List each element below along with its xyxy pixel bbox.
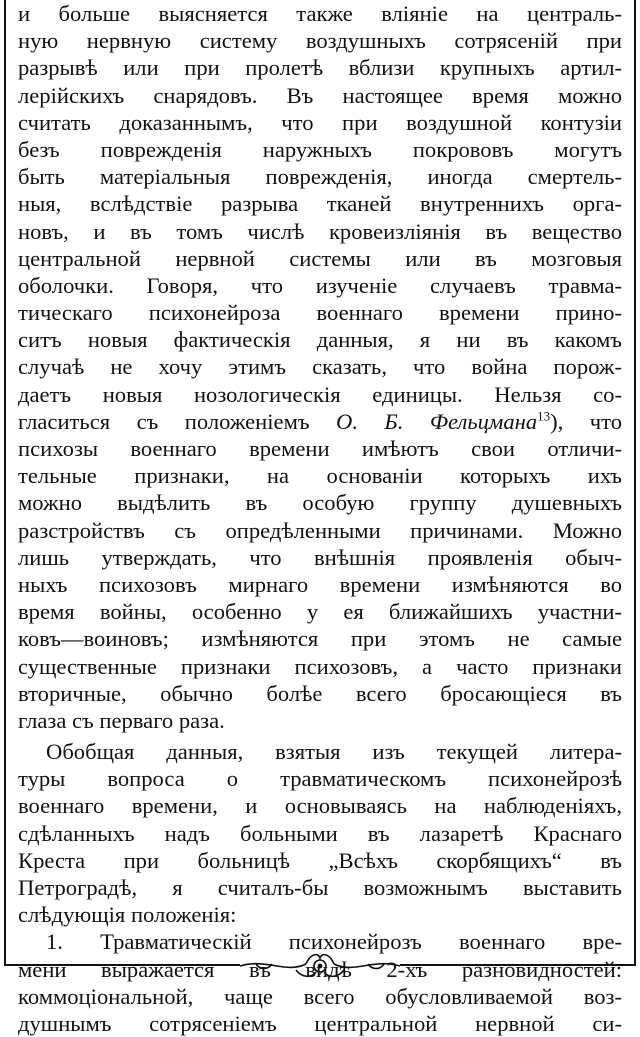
footnote-ref: 13 [537, 408, 551, 424]
text-line: безъ поврежденія наружныхъ покрововъ могутъ [18, 136, 622, 162]
text-line: можно выдѣлить въ особую группу душевныхъ [18, 490, 622, 516]
text-line: время войны, особенно у ея ближайшихъ участни- [18, 599, 622, 625]
text-line: тическаго психонейроза военнаго времени прино- [18, 300, 622, 326]
page-border-left [4, 0, 6, 966]
cited-author: О. Б. Фельцмана [336, 408, 538, 434]
text-line: слѣдующія положенія: [18, 902, 237, 928]
citation-tail: ), что [550, 408, 622, 434]
text-line: душнымъ сотрясеніемъ центральной нервной си- [18, 1010, 622, 1036]
text-line: оболочки. Говоря, что изученіе случаевъ травма- [18, 272, 622, 298]
text-line: Петроградѣ, я считалъ-бы возможнымъ выставить [18, 875, 622, 900]
text-line: коммоціональной, чаще всего обусловливаемой воз- [18, 983, 622, 1009]
text-line: лишь утверждать, что внѣшнія проявленія обыч- [18, 544, 622, 570]
text-line: даетъ новыя нозологическія единицы. Нельзя со- [18, 381, 622, 407]
text-line: новъ, и въ томъ числѣ кровеизліянія въ вещество [18, 218, 622, 244]
citation-lead: гласиться съ положеніемъ [18, 408, 337, 434]
text-line: центральной нервной системы или въ мозговыя [18, 245, 622, 271]
text-line: вторичные, обычно болѣе всего бросающіеся въ [18, 680, 622, 706]
text-line: ситъ новыя фактическія данныя, я ни въ какомъ [18, 327, 622, 353]
page-border-right [634, 0, 636, 966]
text-line: существенные признаки психозовъ, а часто признаки [18, 653, 622, 679]
text-line: считать доказаннымъ, что при воздушной контузіи [18, 109, 622, 135]
text-line: Креста при больницѣ „Всѣхъ скорбящихъ“ въ [18, 847, 622, 873]
text-line: 1. Травматическій психонейрозъ военнаго вре- [46, 929, 622, 955]
text-line-citation [18, 408, 622, 435]
text-line: случаѣ не хочу этимъ сказать, что война порож- [18, 354, 622, 380]
text-line: разрывѣ или при пролетѣ вблизи крупныхъ артил- [18, 55, 622, 81]
text-line: мени выражается въ видѣ 2-хъ разновидностей: [18, 956, 622, 982]
text-line: лерійскихъ снарядовъ. Въ настоящее время можно [18, 82, 622, 108]
text-line: Обобщая данныя, взятыя изъ текущей литера- [46, 739, 622, 765]
text-line: военнаго времени, и основываясь на наблюденіяхъ, [18, 793, 622, 819]
text-line: и больше выясняется также вліяніе на централь- [18, 1, 622, 26]
text-line: психозы военнаго времени имѣютъ свои отличи- [18, 436, 622, 461]
text-line: туры вопроса о травматическомъ психонейрозѣ [18, 766, 622, 792]
text-line: разстройствъ съ опредѣленными причинами. Можно [18, 517, 622, 543]
text-line: тельные признаки, на основаніи которыхъ ихъ [18, 463, 622, 489]
text-line: сдѣланныхъ надъ больными въ лазаретѣ Краснаго [18, 820, 622, 846]
text-line: глаза съ перваго раза. [18, 707, 225, 733]
text-line: ную нервную систему воздушныхъ сотрясеній при [18, 28, 622, 54]
body-text [18, 0, 622, 1037]
text-line: ныя, вслѣдствіе разрыва тканей внутреннихъ орга- [18, 191, 622, 217]
text-line: быть матеріальныя поврежденія, иногда смертель- [18, 164, 622, 190]
text-line: ковъ—воиновъ; измѣняются при этомъ не самые [18, 626, 622, 652]
text-line: ныхъ психозовъ мирнаго времени измѣняются во [18, 571, 622, 597]
